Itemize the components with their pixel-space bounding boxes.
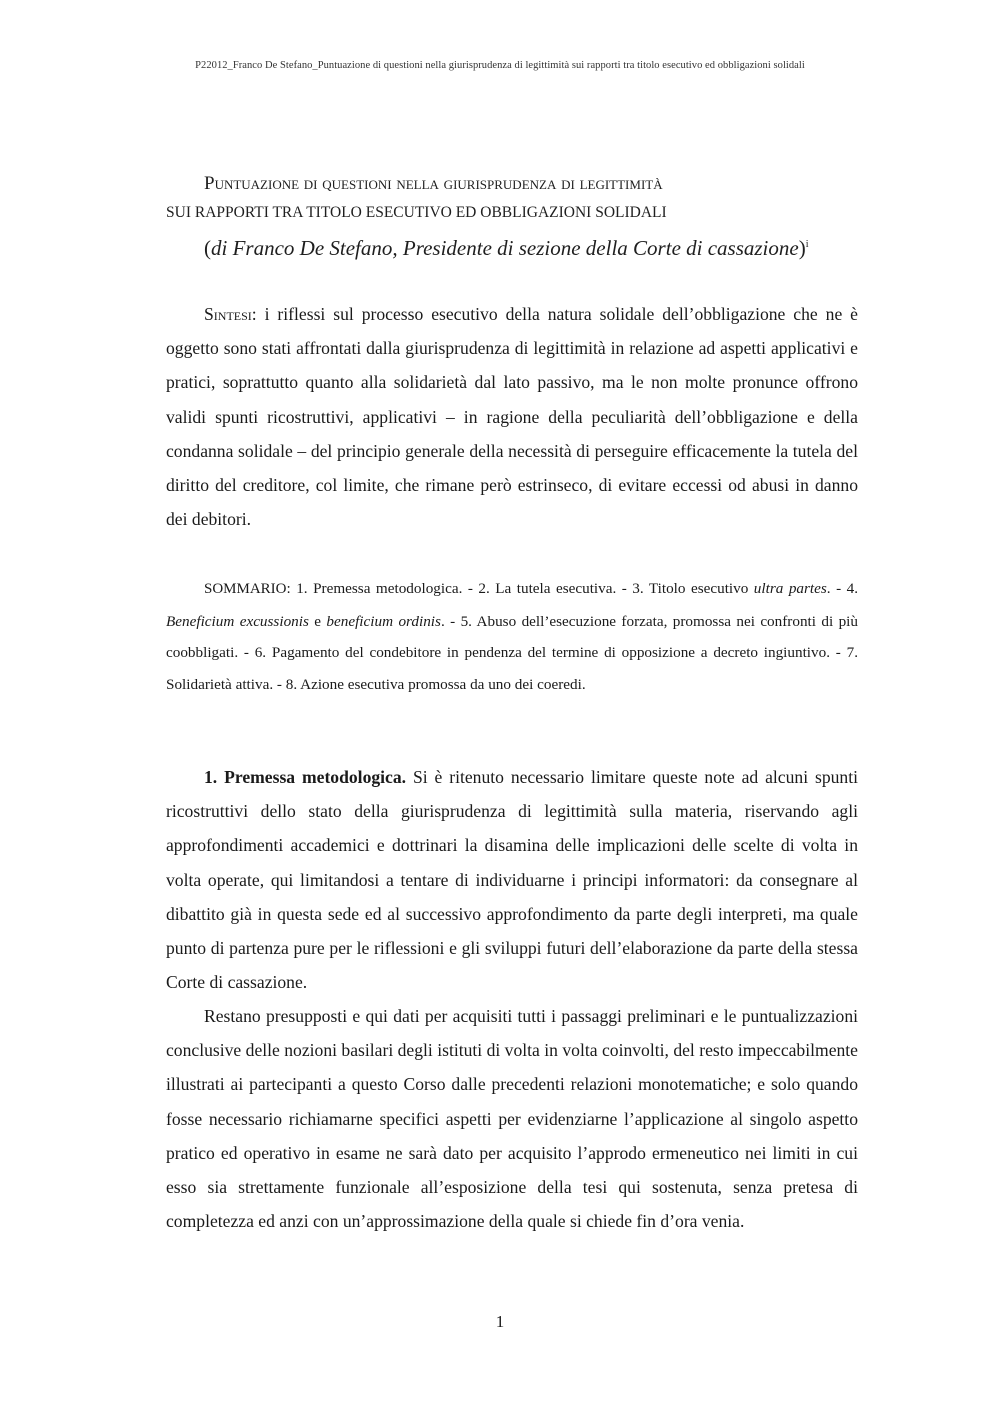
- title-line-1-text: Puntuazione di questioni nella giurisprudenza di legittimità: [204, 173, 663, 194]
- section-1-text-1: Si è ritenuto necessario limitare queste note ad alcuni spunti ricostruttivi dello stato della giurisprudenza di legittimità sulla materia, riservando agli approfondimenti accademici e dottrinari la disamina delle implicazioni delle scelte di volta in volta operate, qui limitandosi a tentare di individuarne i principi informatori: da consegnare al dibattito già in questa sede ed al successivo approfondimento da parte degli interpreti, ma quale punto di partenza pure per le riflessioni e gli sviluppi futuri dell’elaborazione da parte della stessa Corte di cassazione.: [166, 767, 858, 993]
- sommario-text-2: . - 4.: [826, 580, 859, 597]
- section-1-paragraph-2: [166, 999, 858, 1238]
- footnote-ref[interactable]: i: [805, 239, 809, 250]
- sommario-paragraph: [166, 573, 858, 700]
- running-header: P22012_Franco De Stefano_Puntuazione di questioni nella giurisprudenza di legittimità sui rapporti tra titolo esecutivo ed obbligazioni solidali: [195, 60, 805, 71]
- author-close-paren: ): [798, 236, 806, 260]
- title-line-1: [166, 170, 866, 198]
- sommario-label: SOMMARIO: [204, 581, 287, 597]
- section-1-paragraph-1: [166, 760, 858, 999]
- page-number: 1: [495, 1312, 505, 1331]
- author-line: [166, 231, 866, 262]
- sintesi-text: : i riflessi sul processo esecutivo della natura solidale dell’obbligazione che ne è oggetto sono stati affrontati dalla giurisprudenza di legittimità in relazione ad aspetti applicativi e pratici, soprattutto quanto alla solidarietà dal lato passivo, ma le non molte pronunce offrono validi spunti ricostruttivi, applicativi – in ragione della peculiarità dell’obbligazione e della condanna solidale – del principio generale della necessità di perseguire efficacemente la tutela del diritto del creditore, col limite, che rimane però estrinseco, di evitare eccessi od abusi in danno dei debitori.: [166, 304, 858, 530]
- sintesi-paragraph: [166, 297, 858, 536]
- sommario-text-1: : 1. Premessa metodologica. - 2. La tutela esecutiva. - 3. Titolo esecutivo: [286, 580, 754, 597]
- author-open-paren: (: [204, 236, 211, 260]
- title-line-2: [166, 198, 866, 227]
- sintesi-label: Sintesi: [204, 304, 252, 324]
- section-1-text-2: Restano presupposti e qui dati per acquisiti tutti i passaggi preliminari e le puntualizzazioni conclusive delle nozioni basilari degli istituti di volta in volta coinvolti, del resto impeccabilmente illustrati ai partecipanti a questo Corso dalle precedenti relazioni monotematiche; e solo quando fosse necessario richiamarne specifici aspetti per evidenziarne l’applicazione al singolo aspetto pratico ed operativo in esame ne sarà dato per acquisito l’approdo ermeneutico nei limiti in cui esso sia strettamente funzionale all’esposizione della tesi qui sostenuta, senza pretesa di completezza ed anzi con un’approssimazione della quale si chiede fin d’ora venia.: [166, 1006, 858, 1232]
- sommario-italic-2: Beneficium excussionis: [166, 612, 309, 630]
- document-title: [166, 170, 866, 262]
- sommario-text-4: . - 5. Abuso dell’esecuzione forzata, promossa nei confronti di più coobbligati. - 6. Pagamento del condebitore in pendenza del termine di opposizione a decreto ingiuntivo. - 7. Solidarietà attiva. - 8. Azione esecutiva promossa da uno dei coeredi.: [166, 612, 858, 693]
- author-text: di Franco De Stefano, Presidente di sezione della Corte di cassazione: [211, 236, 799, 260]
- sommario-italic-3: beneficium ordinis: [326, 612, 441, 630]
- section-1-heading: 1. Premessa metodologica.: [204, 767, 407, 787]
- sommario-italic-1: ultra partes: [753, 580, 827, 597]
- title-line-2-text: SUI RAPPORTI TRA TITOLO ESECUTIVO ED OBBLIGAZIONI SOLIDALI: [166, 204, 667, 221]
- sommario-text-3: e: [308, 612, 327, 630]
